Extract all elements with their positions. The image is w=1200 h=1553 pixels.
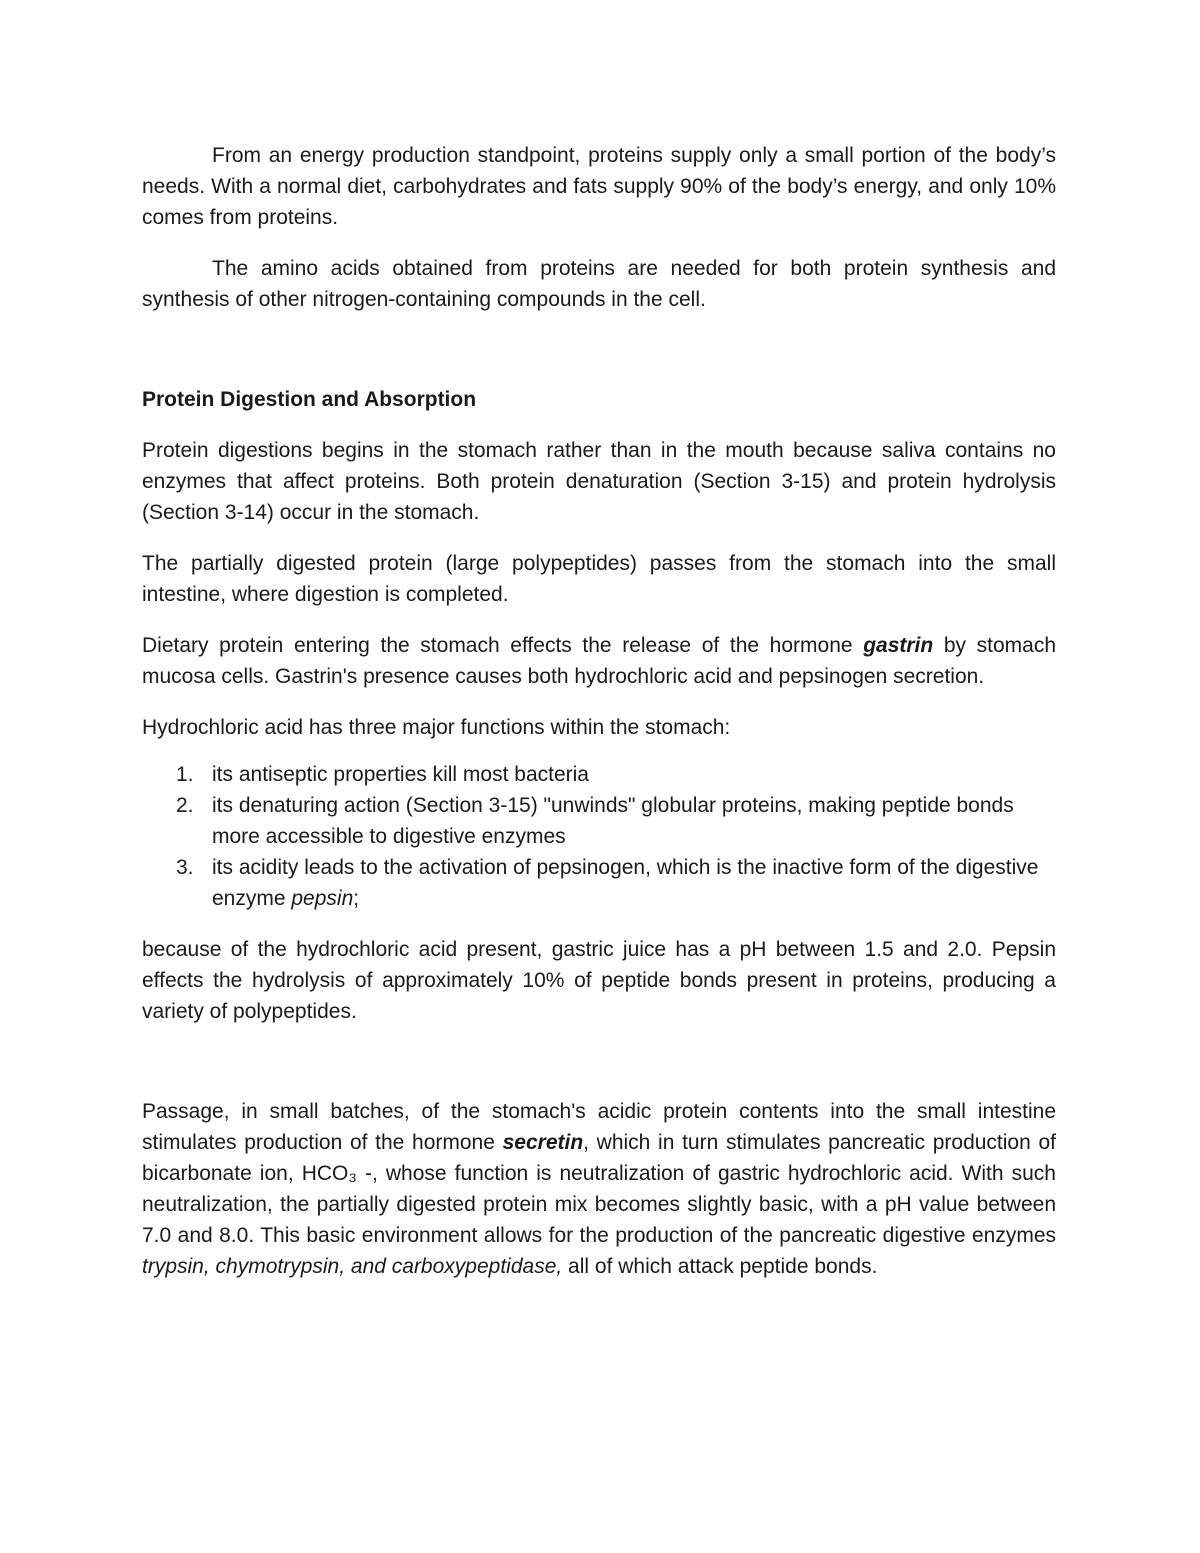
gastrin-term: gastrin — [863, 634, 934, 657]
list-item-text: its antiseptic properties kill most bacteria — [212, 763, 589, 786]
digestion-paragraph-1: Protein digestions begins in the stomach rather than in the mouth because saliva contains no enzymes that affect proteins. Both protein denaturation (Section 3-15) and protein hydrolysis (Section 3-14) occur in the stomach. — [142, 439, 1056, 524]
list-item — [142, 759, 1056, 790]
gastrin-text-before: Dietary protein entering the stomach effects the release of the hormone — [142, 634, 864, 657]
list-item-text-after: ; — [353, 887, 360, 910]
section-heading: Protein Digestion and Absorption — [142, 388, 477, 411]
gastrin-paragraph — [142, 630, 1056, 692]
document-page — [142, 140, 1056, 1282]
list-item-text-before: its acidity leads to the activation of pepsinogen, which is the inactive form of the digestive enzyme — [212, 856, 1039, 910]
secretin-text-c: all of which attack peptide bonds. — [562, 1255, 878, 1278]
hcl-functions-intro: Hydrochloric acid has three major functions within the stomach: — [142, 716, 731, 739]
gastric-juice-paragraph: because of the hydrochloric acid present, gastric juice has a pH between 1.5 and 2.0. Pepsin effects the hydrolysis of approximately 10% of peptide bonds present in proteins, producing a variety of polypeptides. — [142, 938, 1056, 1023]
secretin-term: secretin — [502, 1131, 584, 1154]
list-item-number: 3. — [176, 856, 194, 879]
list-item — [142, 790, 1056, 852]
enzymes-term: trypsin, chymotrypsin, and carboxypeptidase, — [142, 1255, 563, 1278]
hcl-functions-list — [142, 759, 1056, 914]
secretin-text-a: Passage, in small batches, of the stomach's acidic protein contents into the small intestine stimulates production of the hormone — [142, 1100, 1056, 1154]
intro-paragraph-2: The amino acids obtained from proteins are needed for both protein synthesis and synthesis of other nitrogen-containing compounds in the cell. — [142, 257, 1056, 311]
list-item-number: 2. — [176, 794, 194, 817]
list-item-text: its denaturing action (Section 3-15) "unwinds" globular proteins, making peptide bonds more accessible to digestive enzymes — [212, 794, 1014, 848]
secretin-paragraph — [142, 1096, 1056, 1282]
gastrin-text-after: by stomach mucosa cells. Gastrin's presence causes both hydrochloric acid and pepsinogen secretion. — [142, 634, 1056, 688]
secretin-text-b: , which in turn stimulates pancreatic production of bicarbonate ion, HCO₃ -, whose function is neutralization of gastric hydrochloric acid. With such neutralization, the partially digested protein mix becomes slightly basic, with a pH value between 7.0 and 8.0. This basic environment allows for the production of the pancreatic digestive enzymes — [142, 1131, 1056, 1247]
intro-paragraph-1: From an energy production standpoint, proteins supply only a small portion of the body’s needs. With a normal diet, carbohydrates and fats supply 90% of the body’s energy, and only 10% comes from proteins. — [142, 144, 1056, 229]
digestion-paragraph-2: The partially digested protein (large polypeptides) passes from the stomach into the small intestine, where digestion is completed. — [142, 552, 1056, 606]
list-item-text — [212, 856, 1038, 910]
list-item-number: 1. — [176, 763, 194, 786]
pepsin-term: pepsin — [291, 887, 354, 910]
list-item — [142, 852, 1056, 914]
